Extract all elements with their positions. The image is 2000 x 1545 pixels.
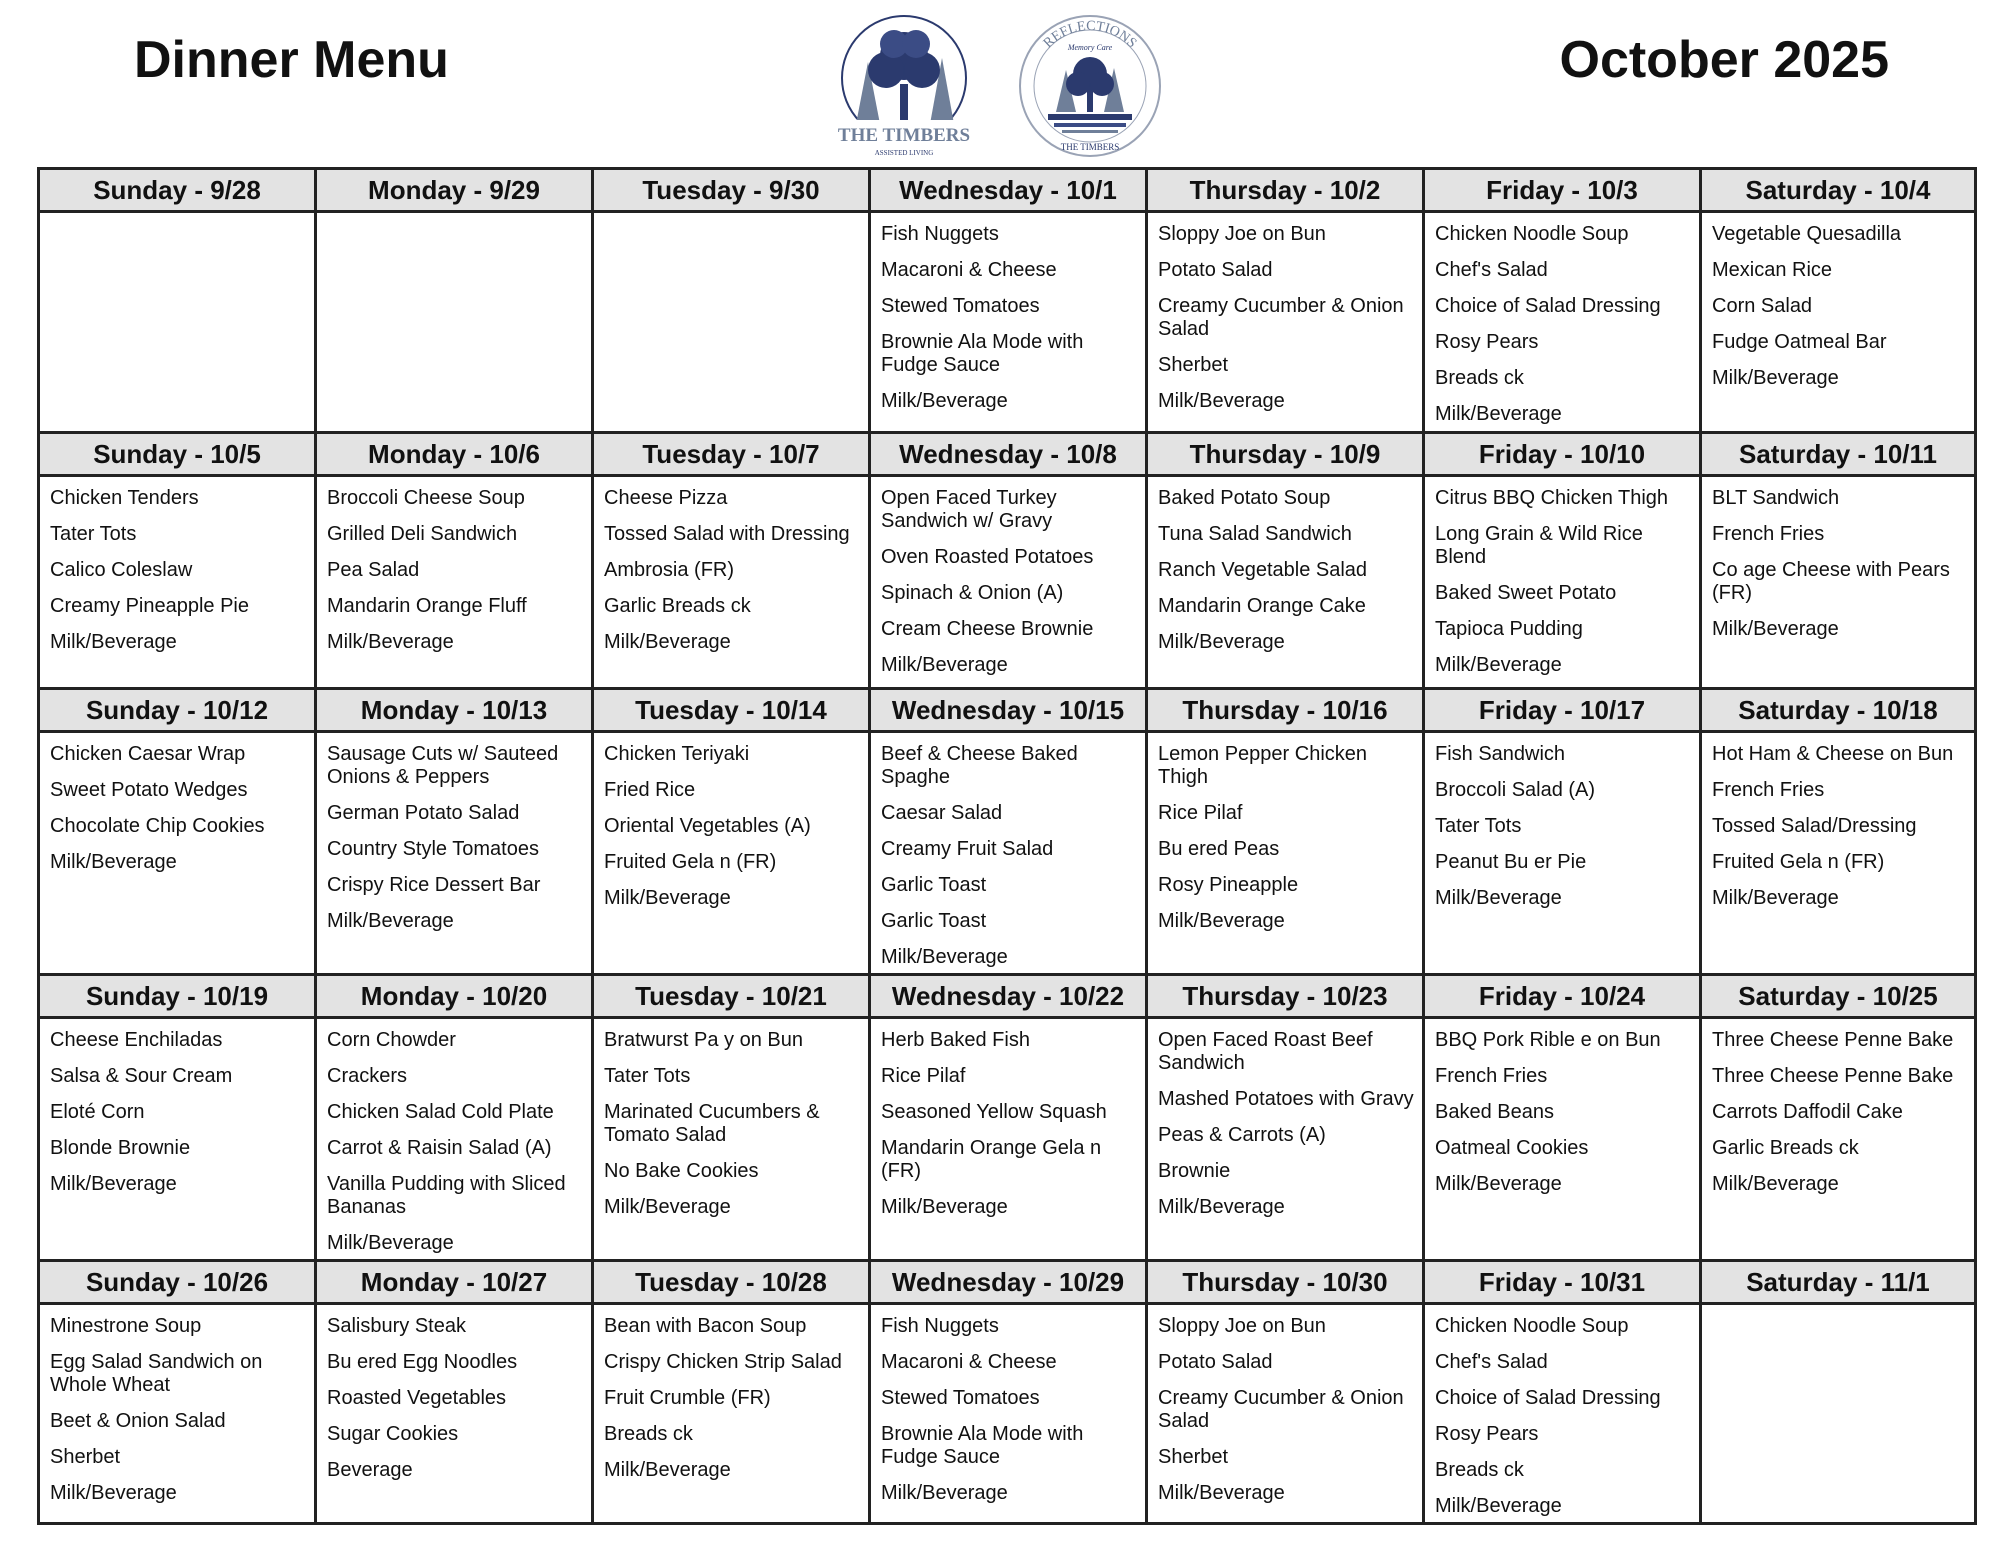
day-header: Sunday - 10/5 (39, 433, 316, 476)
day-header: Thursday - 10/16 (1147, 689, 1424, 732)
day-header: Monday - 10/13 (316, 689, 593, 732)
day-menu-cell (870, 1018, 1147, 1261)
menu-item: Stewed Tomatoes (881, 295, 1040, 317)
menu-item: Brownie Ala Mode with Fudge Sauce (881, 331, 1084, 376)
menu-item: Milk/Beverage (1435, 1173, 1562, 1195)
menu-item: Peas & Carrots (A) (1158, 1124, 1326, 1146)
menu-item: Sweet Potato Wedges (50, 779, 248, 801)
day-header: Wednesday - 10/8 (870, 433, 1147, 476)
menu-item: Milk/Beverage (1158, 910, 1285, 932)
day-header: Thursday - 10/2 (1147, 169, 1424, 212)
day-menu-cell (1424, 732, 1701, 975)
day-menu-cell (316, 1018, 593, 1261)
day-header: Sunday - 9/28 (39, 169, 316, 212)
menu-item: Mandarin Orange Fluff (327, 595, 527, 617)
timbers-logo (834, 12, 974, 162)
day-menu-cell (1147, 212, 1424, 433)
menu-item: Chicken Tenders (50, 487, 199, 509)
day-header: Sunday - 10/12 (39, 689, 316, 732)
month-title: October 2025 (1559, 31, 1889, 89)
menu-item: Milk/Beverage (1158, 1196, 1285, 1218)
menu-item: Creamy Pineapple Pie (50, 595, 249, 617)
day-header: Saturday - 10/25 (1701, 975, 1976, 1018)
day-menu-cell (39, 212, 316, 433)
menu-item: Spinach & Onion (A) (881, 582, 1064, 604)
menu-item: Citrus BBQ Chicken Thigh (1435, 487, 1669, 509)
week-header-row (39, 975, 1976, 1018)
menu-item: Ambrosia (FR) (604, 559, 735, 581)
menu-item: Carrots Daffodil Cake (1712, 1101, 1903, 1123)
week-header-row (39, 169, 1976, 212)
menu-item: Milk/Beverage (327, 1232, 454, 1254)
menu-item: Milk/Beverage (881, 654, 1008, 676)
day-header: Tuesday - 9/30 (593, 169, 870, 212)
menu-item: Bu ered Egg Noodles (327, 1351, 518, 1373)
menu-item: Tuna Salad Sandwich (1158, 523, 1352, 545)
menu-item: Fish Nuggets (881, 223, 999, 245)
menu-item: Mexican Rice (1712, 259, 1833, 281)
day-header: Sunday - 10/19 (39, 975, 316, 1018)
menu-item: Milk/Beverage (1158, 1482, 1285, 1504)
day-header: Saturday - 10/4 (1701, 169, 1976, 212)
menu-item: Beverage (327, 1459, 413, 1481)
menu-item: Breads ck (1435, 367, 1524, 389)
menu-item: Minestrone Soup (50, 1315, 202, 1337)
day-header: Wednesday - 10/22 (870, 975, 1147, 1018)
menu-item: Milk/Beverage (1712, 618, 1839, 640)
menu-item: Milk/Beverage (1435, 887, 1562, 909)
week-header-row (39, 1261, 1976, 1304)
menu-item: Eloté Corn (50, 1101, 145, 1123)
menu-item: Tater Tots (604, 1065, 691, 1087)
page-title: Dinner Menu (134, 31, 449, 89)
day-header: Saturday - 11/1 (1701, 1261, 1976, 1304)
day-menu-cell (1424, 212, 1701, 433)
menu-item: Rosy Pears (1435, 331, 1539, 353)
menu-item: Milk/Beverage (881, 390, 1008, 412)
menu-item: Chicken Noodle Soup (1435, 1315, 1629, 1337)
day-menu-cell (870, 732, 1147, 975)
menu-item: Sugar Cookies (327, 1423, 459, 1445)
menu-item: Milk/Beverage (1712, 1173, 1839, 1195)
day-menu-cell (316, 732, 593, 975)
menu-item: Milk/Beverage (1158, 390, 1285, 412)
menu-item: BLT Sandwich (1712, 487, 1840, 509)
menu-item: Creamy Cucumber & Onion Salad (1158, 1387, 1404, 1432)
timbers-logo-text: THE TIMBERS (837, 125, 971, 146)
day-header: Tuesday - 10/28 (593, 1261, 870, 1304)
day-menu-cell (316, 476, 593, 689)
menu-item: Vegetable Quesadilla (1712, 223, 1902, 245)
day-header: Wednesday - 10/29 (870, 1261, 1147, 1304)
week-menu-row (39, 212, 1976, 433)
menu-item: Tater Tots (50, 523, 137, 545)
day-menu-cell (1701, 1304, 1976, 1524)
menu-item: Mashed Potatoes with Gravy (1158, 1088, 1414, 1110)
menu-item: Rice Pilaf (881, 1065, 966, 1087)
menu-item: Milk/Beverage (881, 1196, 1008, 1218)
day-header: Monday - 10/20 (316, 975, 593, 1018)
menu-item: Sloppy Joe on Bun (1158, 1315, 1326, 1337)
menu-item: Fish Sandwich (1435, 743, 1566, 765)
menu-item: French Fries (1712, 779, 1825, 801)
menu-item: French Fries (1712, 523, 1825, 545)
menu-item: Milk/Beverage (1435, 654, 1562, 676)
menu-item: Milk/Beverage (1712, 887, 1839, 909)
menu-item: Brownie Ala Mode with Fudge Sauce (881, 1423, 1084, 1468)
menu-item: Chocolate Chip Cookies (50, 815, 265, 837)
menu-item: Milk/Beverage (604, 887, 731, 909)
menu-item: Vanilla Pudding with Sliced Bananas (327, 1173, 566, 1218)
memory-care-text: Memory Care (1067, 43, 1113, 52)
day-menu-cell (316, 1304, 593, 1524)
week-header-row (39, 433, 1976, 476)
menu-calendar (37, 167, 1977, 1525)
menu-item: Potato Salad (1158, 259, 1273, 281)
day-header: Saturday - 10/18 (1701, 689, 1976, 732)
menu-item: Milk/Beverage (1435, 403, 1562, 425)
menu-item: Herb Baked Fish (881, 1029, 1030, 1051)
day-header: Tuesday - 10/21 (593, 975, 870, 1018)
day-header: Wednesday - 10/1 (870, 169, 1147, 212)
menu-item: Creamy Cucumber & Onion Salad (1158, 295, 1404, 340)
menu-item: Milk/Beverage (604, 1459, 731, 1481)
menu-item: Milk/Beverage (50, 631, 177, 653)
menu-item: Macaroni & Cheese (881, 259, 1057, 281)
menu-item: Milk/Beverage (881, 1482, 1008, 1504)
day-header: Wednesday - 10/15 (870, 689, 1147, 732)
menu-item: Fried Rice (604, 779, 696, 801)
menu-item: Sherbet (50, 1446, 121, 1468)
menu-item: Fish Nuggets (881, 1315, 999, 1337)
day-menu-cell (1701, 212, 1976, 433)
menu-item: Fruited Gela n (FR) (1712, 851, 1885, 873)
day-header: Saturday - 10/11 (1701, 433, 1976, 476)
menu-item: No Bake Cookies (604, 1160, 759, 1182)
reflections-logo (1016, 12, 1164, 162)
menu-item: Beef & Cheese Baked Spaghe (881, 743, 1078, 788)
menu-item: Sausage Cuts w/ Sauteed Onions & Peppers (327, 743, 559, 788)
menu-item: Blonde Brownie (50, 1137, 191, 1159)
day-header: Friday - 10/10 (1424, 433, 1701, 476)
day-header: Monday - 9/29 (316, 169, 593, 212)
menu-item: Sherbet (1158, 1446, 1229, 1468)
day-header: Thursday - 10/23 (1147, 975, 1424, 1018)
menu-item: Creamy Fruit Salad (881, 838, 1054, 860)
day-header: Friday - 10/17 (1424, 689, 1701, 732)
day-menu-cell (39, 1304, 316, 1524)
reflections-logo-bottom-text: THE TIMBERS (1060, 142, 1120, 152)
day-menu-cell (870, 212, 1147, 433)
menu-item: Fruit Crumble (FR) (604, 1387, 771, 1409)
menu-item: Cream Cheese Brownie (881, 618, 1094, 640)
menu-item: Oriental Vegetables (A) (604, 815, 811, 837)
menu-item: Chicken Caesar Wrap (50, 743, 246, 765)
menu-item: Roasted Vegetables (327, 1387, 507, 1409)
menu-item: Cheese Enchiladas (50, 1029, 223, 1051)
menu-item: Cheese Pizza (604, 487, 728, 509)
week-menu-row (39, 1304, 1976, 1524)
day-header: Thursday - 10/30 (1147, 1261, 1424, 1304)
menu-item: Ranch Vegetable Salad (1158, 559, 1368, 581)
menu-item: Co age Cheese with Pears (FR) (1712, 559, 1950, 604)
menu-item: Tapioca Pudding (1435, 618, 1583, 640)
menu-item: Baked Beans (1435, 1101, 1554, 1123)
menu-item: Long Grain & Wild Rice Blend (1435, 523, 1643, 568)
menu-item: Fudge Oatmeal Bar (1712, 331, 1887, 353)
menu-item: Country Style Tomatoes (327, 838, 539, 860)
day-header: Thursday - 10/9 (1147, 433, 1424, 476)
menu-item: Salisbury Steak (327, 1315, 466, 1337)
menu-item: Garlic Toast (881, 874, 987, 896)
day-menu-cell (1424, 1304, 1701, 1524)
menu-item: Chicken Salad Cold Plate (327, 1101, 554, 1123)
menu-item: Potato Salad (1158, 1351, 1273, 1373)
menu-item: Baked Potato Soup (1158, 487, 1331, 509)
menu-item: Hot Ham & Cheese on Bun (1712, 743, 1954, 765)
menu-item: Chicken Teriyaki (604, 743, 750, 765)
menu-item: BBQ Pork Rible e on Bun (1435, 1029, 1661, 1051)
menu-item: Oven Roasted Potatoes (881, 546, 1094, 568)
menu-item: Garlic Breads ck (1712, 1137, 1859, 1159)
day-menu-cell (1701, 1018, 1976, 1261)
menu-item: Marinated Cucumbers & Tomato Salad (604, 1101, 820, 1146)
menu-item: Mandarin Orange Cake (1158, 595, 1366, 617)
menu-item: Milk/Beverage (1435, 1495, 1562, 1517)
day-menu-cell (39, 476, 316, 689)
menu-item: Sherbet (1158, 354, 1229, 376)
day-menu-cell (1147, 732, 1424, 975)
menu-item: Peanut Bu er Pie (1435, 851, 1587, 873)
menu-item: Carrot & Raisin Salad (A) (327, 1137, 552, 1159)
day-menu-cell (1701, 732, 1976, 975)
menu-item: Milk/Beverage (327, 910, 454, 932)
menu-item: Corn Chowder (327, 1029, 456, 1051)
menu-item: Pea Salad (327, 559, 420, 581)
menu-item: Salsa & Sour Cream (50, 1065, 233, 1087)
week-menu-row (39, 1018, 1976, 1261)
menu-item: Stewed Tomatoes (881, 1387, 1040, 1409)
menu-item: Calico Coleslaw (50, 559, 193, 581)
menu-item: Fruited Gela n (FR) (604, 851, 777, 873)
menu-item: Bu ered Peas (1158, 838, 1280, 860)
menu-item: Three Cheese Penne Bake (1712, 1029, 1954, 1051)
menu-item: French Fries (1435, 1065, 1548, 1087)
menu-item: Milk/Beverage (1158, 631, 1285, 653)
day-menu-cell (1424, 1018, 1701, 1261)
menu-item: German Potato Salad (327, 802, 520, 824)
menu-item: Open Faced Turkey Sandwich w/ Gravy (881, 487, 1057, 532)
menu-item: Breads ck (1435, 1459, 1524, 1481)
menu-item: Milk/Beverage (50, 851, 177, 873)
menu-item: Seasoned Yellow Squash (881, 1101, 1107, 1123)
menu-item: Three Cheese Penne Bake (1712, 1065, 1954, 1087)
menu-item: Macaroni & Cheese (881, 1351, 1057, 1373)
day-menu-cell (316, 212, 593, 433)
day-header: Friday - 10/24 (1424, 975, 1701, 1018)
menu-item: Milk/Beverage (604, 1196, 731, 1218)
menu-item: Milk/Beverage (50, 1482, 177, 1504)
day-menu-cell (593, 732, 870, 975)
timbers-logo-subtext: ASSISTED LIVING (874, 149, 934, 157)
reflections-logo-text: REFLECTIONS (1040, 18, 1140, 52)
day-menu-cell (39, 1018, 316, 1261)
menu-item: Brownie (1158, 1160, 1231, 1182)
day-menu-cell (39, 732, 316, 975)
menu-item: Milk/Beverage (327, 631, 454, 653)
day-header: Sunday - 10/26 (39, 1261, 316, 1304)
menu-item: Chicken Noodle Soup (1435, 223, 1629, 245)
menu-item: Sloppy Joe on Bun (1158, 223, 1326, 245)
menu-item: Grilled Deli Sandwich (327, 523, 518, 545)
menu-item: Garlic Toast (881, 910, 987, 932)
menu-item: Beet & Onion Salad (50, 1410, 226, 1432)
menu-item: Choice of Salad Dressing (1435, 295, 1661, 317)
week-header-row (39, 689, 1976, 732)
day-menu-cell (870, 476, 1147, 689)
day-header: Tuesday - 10/7 (593, 433, 870, 476)
week-menu-row (39, 732, 1976, 975)
week-menu-row (39, 476, 1976, 689)
day-menu-cell (593, 212, 870, 433)
menu-item: Broccoli Salad (A) (1435, 779, 1596, 801)
menu-item: Tossed Salad/Dressing (1712, 815, 1917, 837)
menu-item: Corn Salad (1712, 295, 1813, 317)
day-header: Monday - 10/6 (316, 433, 593, 476)
menu-item: Caesar Salad (881, 802, 1003, 824)
menu-item: Oatmeal Cookies (1435, 1137, 1589, 1159)
menu-item: Bean with Bacon Soup (604, 1315, 807, 1337)
day-header: Monday - 10/27 (316, 1261, 593, 1304)
menu-item: Chef's Salad (1435, 1351, 1548, 1373)
menu-item: Chef's Salad (1435, 259, 1548, 281)
menu-item: Crackers (327, 1065, 408, 1087)
day-menu-cell (1147, 476, 1424, 689)
day-menu-cell (593, 1304, 870, 1524)
day-menu-cell (1147, 1018, 1424, 1261)
menu-item: Rosy Pears (1435, 1423, 1539, 1445)
menu-item: Bratwurst Pa y on Bun (604, 1029, 803, 1051)
menu-item: Lemon Pepper Chicken Thigh (1158, 743, 1368, 788)
day-menu-cell (1701, 476, 1976, 689)
day-menu-cell (1424, 476, 1701, 689)
menu-item: Open Faced Roast Beef Sandwich (1158, 1029, 1373, 1074)
day-menu-cell (593, 476, 870, 689)
day-menu-cell (593, 1018, 870, 1261)
menu-item: Crispy Rice Dessert Bar (327, 874, 541, 896)
menu-item: Rosy Pineapple (1158, 874, 1299, 896)
menu-item: Choice of Salad Dressing (1435, 1387, 1661, 1409)
menu-item: Milk/Beverage (881, 946, 1008, 968)
menu-item: Milk/Beverage (50, 1173, 177, 1195)
menu-item: Egg Salad Sandwich on Whole Wheat (50, 1351, 263, 1396)
menu-item: Mandarin Orange Gela n (FR) (881, 1137, 1102, 1182)
day-header: Friday - 10/3 (1424, 169, 1701, 212)
menu-item: Tater Tots (1435, 815, 1522, 837)
menu-item: Garlic Breads ck (604, 595, 751, 617)
menu-item: Crispy Chicken Strip Salad (604, 1351, 842, 1373)
menu-item: Tossed Salad with Dressing (604, 523, 850, 545)
day-menu-cell (1147, 1304, 1424, 1524)
menu-item: Rice Pilaf (1158, 802, 1243, 824)
menu-item: Broccoli Cheese Soup (327, 487, 525, 509)
menu-item: Milk/Beverage (1712, 367, 1839, 389)
day-header: Tuesday - 10/14 (593, 689, 870, 732)
day-header: Friday - 10/31 (1424, 1261, 1701, 1304)
day-menu-cell (870, 1304, 1147, 1524)
menu-item: Breads ck (604, 1423, 693, 1445)
menu-item: Baked Sweet Potato (1435, 582, 1617, 604)
menu-item: Milk/Beverage (604, 631, 731, 653)
